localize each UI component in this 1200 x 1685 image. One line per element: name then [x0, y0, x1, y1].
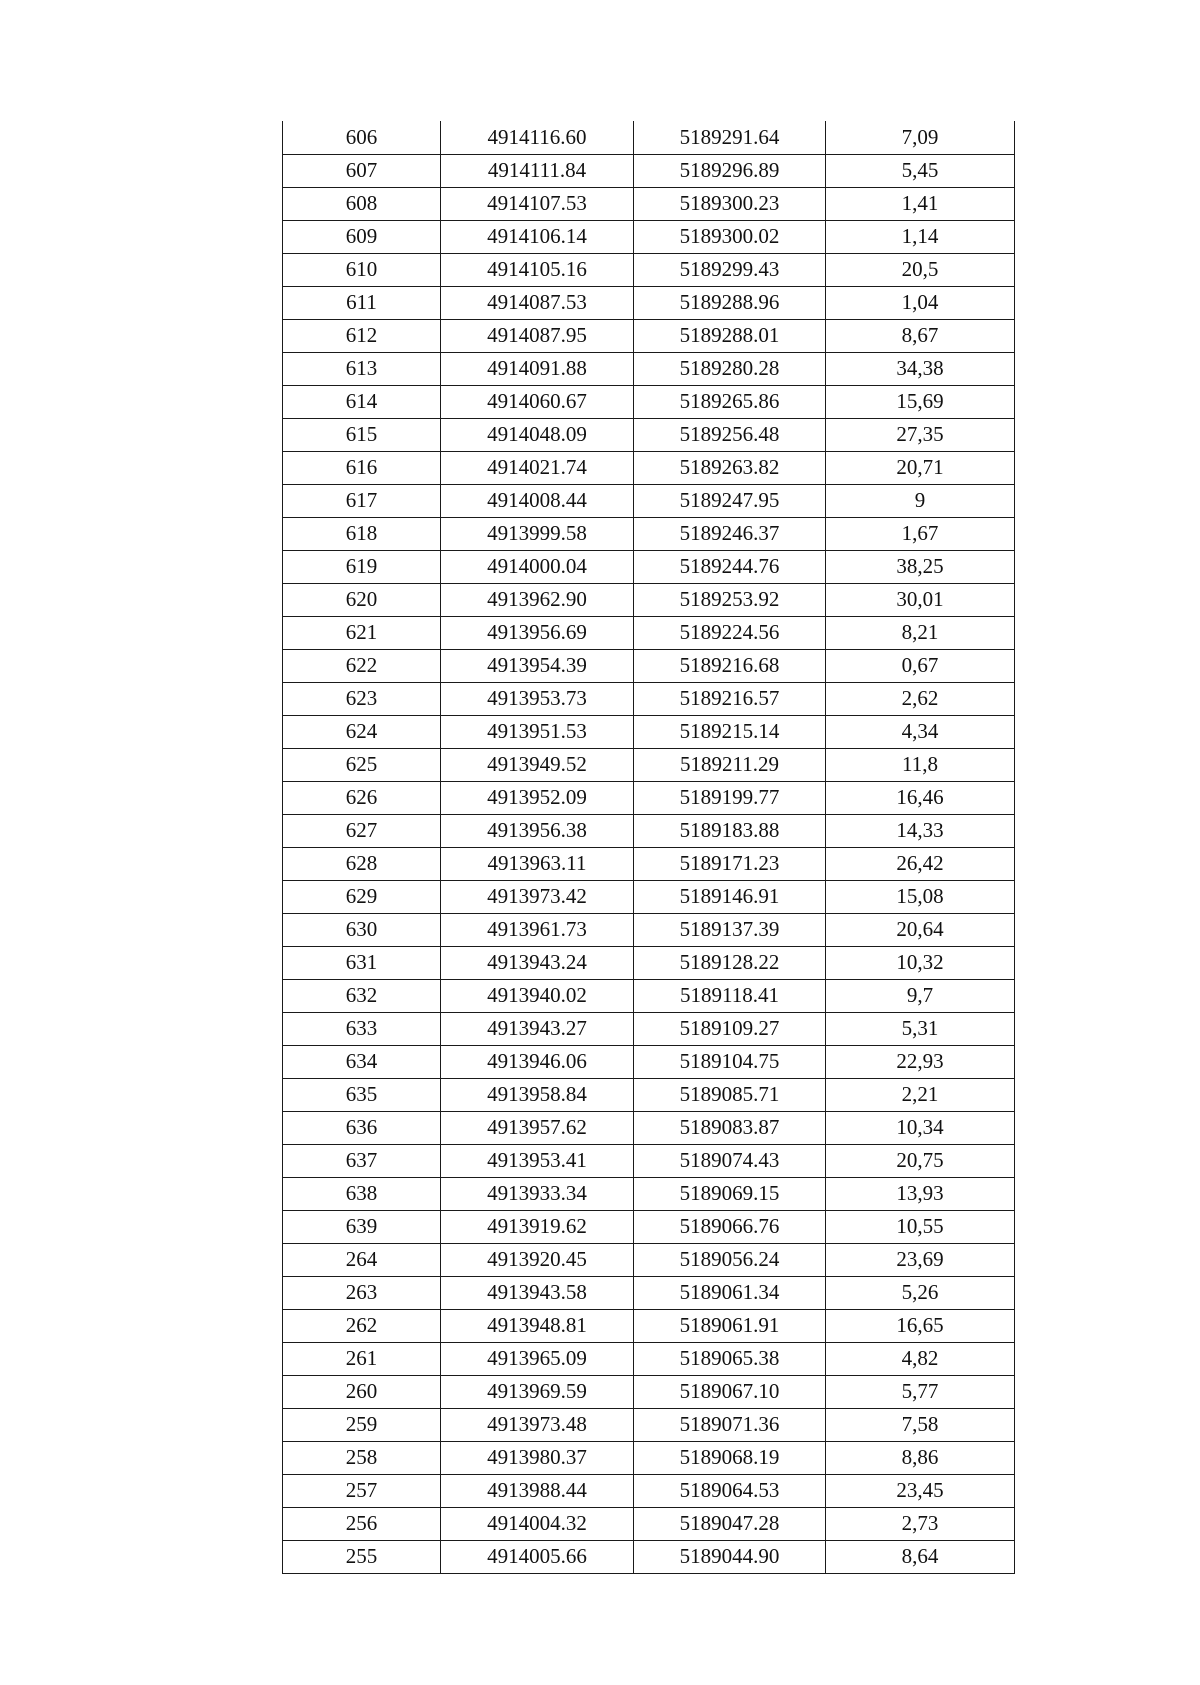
length-cell: 23,69	[826, 1243, 1015, 1276]
x-coordinate-cell: 4913961.73	[441, 913, 634, 946]
length-cell: 2,73	[826, 1507, 1015, 1540]
length-cell: 16,46	[826, 781, 1015, 814]
point-number-cell: 629	[283, 880, 441, 913]
x-coordinate-cell: 4913953.73	[441, 682, 634, 715]
y-coordinate-cell: 5189215.14	[634, 715, 826, 748]
point-number-cell: 625	[283, 748, 441, 781]
length-cell: 4,82	[826, 1342, 1015, 1375]
table-row	[283, 583, 1015, 616]
table-row	[283, 253, 1015, 286]
table-row	[283, 1408, 1015, 1441]
table-row	[283, 451, 1015, 484]
point-number-cell: 630	[283, 913, 441, 946]
x-coordinate-cell: 4914008.44	[441, 484, 634, 517]
table-row	[283, 1144, 1015, 1177]
point-number-cell: 259	[283, 1408, 441, 1441]
length-cell: 20,75	[826, 1144, 1015, 1177]
point-number-cell: 609	[283, 220, 441, 253]
x-coordinate-cell: 4913920.45	[441, 1243, 634, 1276]
length-cell: 5,26	[826, 1276, 1015, 1309]
length-cell: 14,33	[826, 814, 1015, 847]
x-coordinate-cell: 4913952.09	[441, 781, 634, 814]
length-cell: 23,45	[826, 1474, 1015, 1507]
length-cell: 8,64	[826, 1540, 1015, 1573]
table-row	[283, 1342, 1015, 1375]
table-row	[283, 1441, 1015, 1474]
x-coordinate-cell: 4914105.16	[441, 253, 634, 286]
x-coordinate-cell: 4913973.48	[441, 1408, 634, 1441]
coordinates-table-body	[283, 121, 1015, 1573]
table-row	[283, 319, 1015, 352]
x-coordinate-cell: 4913953.41	[441, 1144, 634, 1177]
y-coordinate-cell: 5189300.23	[634, 187, 826, 220]
table-row	[283, 1474, 1015, 1507]
x-coordinate-cell: 4913957.62	[441, 1111, 634, 1144]
table-row	[283, 1540, 1015, 1573]
point-number-cell: 628	[283, 847, 441, 880]
length-cell: 22,93	[826, 1045, 1015, 1078]
y-coordinate-cell: 5189146.91	[634, 880, 826, 913]
table-row	[283, 1210, 1015, 1243]
y-coordinate-cell: 5189083.87	[634, 1111, 826, 1144]
y-coordinate-cell: 5189211.29	[634, 748, 826, 781]
table-row	[283, 1045, 1015, 1078]
y-coordinate-cell: 5189216.68	[634, 649, 826, 682]
length-cell: 1,67	[826, 517, 1015, 550]
point-number-cell: 617	[283, 484, 441, 517]
length-cell: 30,01	[826, 583, 1015, 616]
length-cell: 34,38	[826, 352, 1015, 385]
table-row	[283, 1012, 1015, 1045]
x-coordinate-cell: 4913949.52	[441, 748, 634, 781]
table-row	[283, 1375, 1015, 1408]
y-coordinate-cell: 5189183.88	[634, 814, 826, 847]
point-number-cell: 264	[283, 1243, 441, 1276]
x-coordinate-cell: 4913962.90	[441, 583, 634, 616]
length-cell: 8,86	[826, 1441, 1015, 1474]
length-cell: 20,71	[826, 451, 1015, 484]
y-coordinate-cell: 5189067.10	[634, 1375, 826, 1408]
point-number-cell: 258	[283, 1441, 441, 1474]
point-number-cell: 624	[283, 715, 441, 748]
y-coordinate-cell: 5189265.86	[634, 385, 826, 418]
point-number-cell: 621	[283, 616, 441, 649]
length-cell: 8,21	[826, 616, 1015, 649]
y-coordinate-cell: 5189137.39	[634, 913, 826, 946]
length-cell: 20,64	[826, 913, 1015, 946]
table-row	[283, 121, 1015, 154]
y-coordinate-cell: 5189216.57	[634, 682, 826, 715]
y-coordinate-cell: 5189247.95	[634, 484, 826, 517]
table-row	[283, 220, 1015, 253]
point-number-cell: 610	[283, 253, 441, 286]
y-coordinate-cell: 5189199.77	[634, 781, 826, 814]
table-row	[283, 715, 1015, 748]
length-cell: 5,31	[826, 1012, 1015, 1045]
length-cell: 9,7	[826, 979, 1015, 1012]
y-coordinate-cell: 5189056.24	[634, 1243, 826, 1276]
point-number-cell: 257	[283, 1474, 441, 1507]
point-number-cell: 255	[283, 1540, 441, 1573]
x-coordinate-cell: 4913933.34	[441, 1177, 634, 1210]
length-cell: 2,21	[826, 1078, 1015, 1111]
length-cell: 20,5	[826, 253, 1015, 286]
x-coordinate-cell: 4913958.84	[441, 1078, 634, 1111]
x-coordinate-cell: 4913940.02	[441, 979, 634, 1012]
length-cell: 16,65	[826, 1309, 1015, 1342]
x-coordinate-cell: 4914021.74	[441, 451, 634, 484]
y-coordinate-cell: 5189288.96	[634, 286, 826, 319]
x-coordinate-cell: 4913956.69	[441, 616, 634, 649]
point-number-cell: 614	[283, 385, 441, 418]
y-coordinate-cell: 5189065.38	[634, 1342, 826, 1375]
y-coordinate-cell: 5189299.43	[634, 253, 826, 286]
point-number-cell: 612	[283, 319, 441, 352]
length-cell: 15,08	[826, 880, 1015, 913]
length-cell: 5,77	[826, 1375, 1015, 1408]
y-coordinate-cell: 5189061.34	[634, 1276, 826, 1309]
y-coordinate-cell: 5189171.23	[634, 847, 826, 880]
x-coordinate-cell: 4913946.06	[441, 1045, 634, 1078]
x-coordinate-cell: 4913956.38	[441, 814, 634, 847]
y-coordinate-cell: 5189068.19	[634, 1441, 826, 1474]
length-cell: 10,55	[826, 1210, 1015, 1243]
length-cell: 9	[826, 484, 1015, 517]
point-number-cell: 638	[283, 1177, 441, 1210]
table-row	[283, 682, 1015, 715]
point-number-cell: 633	[283, 1012, 441, 1045]
length-cell: 11,8	[826, 748, 1015, 781]
x-coordinate-cell: 4914005.66	[441, 1540, 634, 1573]
x-coordinate-cell: 4913954.39	[441, 649, 634, 682]
y-coordinate-cell: 5189044.90	[634, 1540, 826, 1573]
point-number-cell: 620	[283, 583, 441, 616]
table-row	[283, 187, 1015, 220]
table-row	[283, 1309, 1015, 1342]
y-coordinate-cell: 5189244.76	[634, 550, 826, 583]
x-coordinate-cell: 4913948.81	[441, 1309, 634, 1342]
table-row	[283, 913, 1015, 946]
y-coordinate-cell: 5189296.89	[634, 154, 826, 187]
x-coordinate-cell: 4914091.88	[441, 352, 634, 385]
table-row	[283, 550, 1015, 583]
y-coordinate-cell: 5189128.22	[634, 946, 826, 979]
table-row	[283, 649, 1015, 682]
x-coordinate-cell: 4913943.27	[441, 1012, 634, 1045]
y-coordinate-cell: 5189291.64	[634, 121, 826, 154]
y-coordinate-cell: 5189104.75	[634, 1045, 826, 1078]
y-coordinate-cell: 5189061.91	[634, 1309, 826, 1342]
table-row	[283, 484, 1015, 517]
point-number-cell: 634	[283, 1045, 441, 1078]
point-number-cell: 606	[283, 121, 441, 154]
table-row	[283, 1078, 1015, 1111]
table-row	[283, 616, 1015, 649]
x-coordinate-cell: 4913980.37	[441, 1441, 634, 1474]
point-number-cell: 637	[283, 1144, 441, 1177]
x-coordinate-cell: 4913973.42	[441, 880, 634, 913]
length-cell: 4,34	[826, 715, 1015, 748]
x-coordinate-cell: 4914000.04	[441, 550, 634, 583]
length-cell: 15,69	[826, 385, 1015, 418]
table-row	[283, 1243, 1015, 1276]
point-number-cell: 262	[283, 1309, 441, 1342]
table-row	[283, 781, 1015, 814]
table-row	[283, 847, 1015, 880]
x-coordinate-cell: 4913943.24	[441, 946, 634, 979]
y-coordinate-cell: 5189109.27	[634, 1012, 826, 1045]
point-number-cell: 626	[283, 781, 441, 814]
y-coordinate-cell: 5189071.36	[634, 1408, 826, 1441]
length-cell: 10,34	[826, 1111, 1015, 1144]
y-coordinate-cell: 5189074.43	[634, 1144, 826, 1177]
x-coordinate-cell: 4913943.58	[441, 1276, 634, 1309]
x-coordinate-cell: 4913999.58	[441, 517, 634, 550]
point-number-cell: 608	[283, 187, 441, 220]
table-row	[283, 286, 1015, 319]
y-coordinate-cell: 5189263.82	[634, 451, 826, 484]
table-row	[283, 517, 1015, 550]
y-coordinate-cell: 5189253.92	[634, 583, 826, 616]
x-coordinate-cell: 4914060.67	[441, 385, 634, 418]
table-row	[283, 1177, 1015, 1210]
y-coordinate-cell: 5189288.01	[634, 319, 826, 352]
length-cell: 27,35	[826, 418, 1015, 451]
x-coordinate-cell: 4914087.53	[441, 286, 634, 319]
x-coordinate-cell: 4914116.60	[441, 121, 634, 154]
point-number-cell: 627	[283, 814, 441, 847]
length-cell: 26,42	[826, 847, 1015, 880]
y-coordinate-cell: 5189066.76	[634, 1210, 826, 1243]
length-cell: 2,62	[826, 682, 1015, 715]
table-row	[283, 1111, 1015, 1144]
length-cell: 1,04	[826, 286, 1015, 319]
point-number-cell: 636	[283, 1111, 441, 1144]
point-number-cell: 632	[283, 979, 441, 1012]
y-coordinate-cell: 5189224.56	[634, 616, 826, 649]
length-cell: 8,67	[826, 319, 1015, 352]
point-number-cell: 635	[283, 1078, 441, 1111]
length-cell: 13,93	[826, 1177, 1015, 1210]
point-number-cell: 611	[283, 286, 441, 319]
x-coordinate-cell: 4914048.09	[441, 418, 634, 451]
table-row	[283, 418, 1015, 451]
point-number-cell: 619	[283, 550, 441, 583]
y-coordinate-cell: 5189064.53	[634, 1474, 826, 1507]
table-row	[283, 352, 1015, 385]
x-coordinate-cell: 4913965.09	[441, 1342, 634, 1375]
x-coordinate-cell: 4913951.53	[441, 715, 634, 748]
y-coordinate-cell: 5189047.28	[634, 1507, 826, 1540]
point-number-cell: 263	[283, 1276, 441, 1309]
length-cell: 38,25	[826, 550, 1015, 583]
point-number-cell: 615	[283, 418, 441, 451]
length-cell: 1,14	[826, 220, 1015, 253]
point-number-cell: 256	[283, 1507, 441, 1540]
table-row	[283, 880, 1015, 913]
table-row	[283, 1276, 1015, 1309]
length-cell: 10,32	[826, 946, 1015, 979]
x-coordinate-cell: 4914087.95	[441, 319, 634, 352]
length-cell: 5,45	[826, 154, 1015, 187]
table-row	[283, 814, 1015, 847]
y-coordinate-cell: 5189280.28	[634, 352, 826, 385]
table-row	[283, 946, 1015, 979]
x-coordinate-cell: 4913969.59	[441, 1375, 634, 1408]
x-coordinate-cell: 4913988.44	[441, 1474, 634, 1507]
x-coordinate-cell: 4913963.11	[441, 847, 634, 880]
point-number-cell: 607	[283, 154, 441, 187]
y-coordinate-cell: 5189246.37	[634, 517, 826, 550]
point-number-cell: 639	[283, 1210, 441, 1243]
x-coordinate-cell: 4914004.32	[441, 1507, 634, 1540]
table-row	[283, 154, 1015, 187]
x-coordinate-cell: 4914106.14	[441, 220, 634, 253]
point-number-cell: 613	[283, 352, 441, 385]
table-row	[283, 979, 1015, 1012]
y-coordinate-cell: 5189085.71	[634, 1078, 826, 1111]
length-cell: 0,67	[826, 649, 1015, 682]
y-coordinate-cell: 5189069.15	[634, 1177, 826, 1210]
table-row	[283, 385, 1015, 418]
table-row	[283, 1507, 1015, 1540]
x-coordinate-cell: 4914107.53	[441, 187, 634, 220]
point-number-cell: 618	[283, 517, 441, 550]
point-number-cell: 616	[283, 451, 441, 484]
table-row	[283, 748, 1015, 781]
y-coordinate-cell: 5189300.02	[634, 220, 826, 253]
y-coordinate-cell: 5189256.48	[634, 418, 826, 451]
point-number-cell: 623	[283, 682, 441, 715]
point-number-cell: 261	[283, 1342, 441, 1375]
point-number-cell: 622	[283, 649, 441, 682]
length-cell: 1,41	[826, 187, 1015, 220]
point-number-cell: 260	[283, 1375, 441, 1408]
point-number-cell: 631	[283, 946, 441, 979]
length-cell: 7,58	[826, 1408, 1015, 1441]
length-cell: 7,09	[826, 121, 1015, 154]
x-coordinate-cell: 4913919.62	[441, 1210, 634, 1243]
coordinates-table	[282, 121, 1015, 1574]
x-coordinate-cell: 4914111.84	[441, 154, 634, 187]
y-coordinate-cell: 5189118.41	[634, 979, 826, 1012]
